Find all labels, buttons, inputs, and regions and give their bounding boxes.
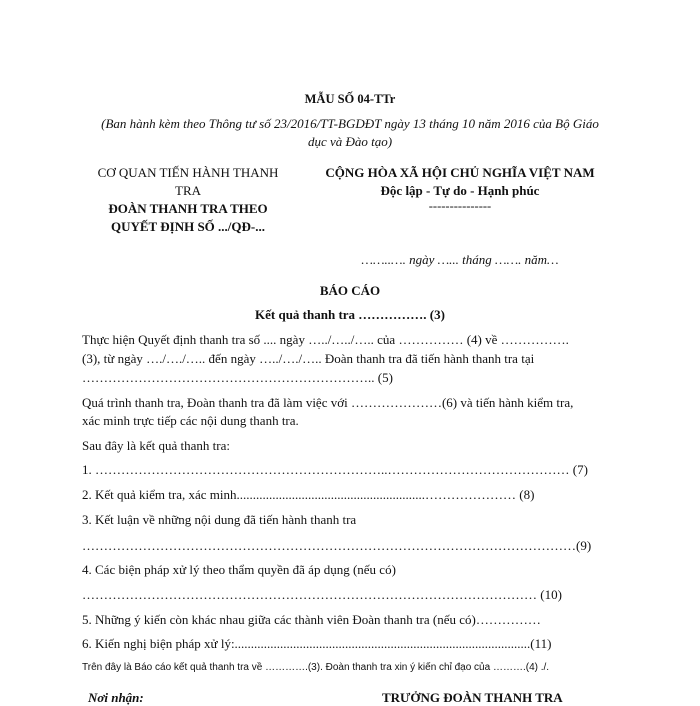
agency-line2: TRA bbox=[175, 183, 201, 198]
paragraph-1-line3: ………………………………………………………….. (5) bbox=[82, 370, 393, 385]
motto-divider: --------------- bbox=[428, 199, 492, 213]
signer-title: TRƯỞNG ĐOÀN THANH TRA bbox=[382, 690, 563, 705]
paragraph-2-line2: xác minh trực tiếp các nội dung thanh tra. bbox=[82, 413, 299, 428]
recipients-label: Nơi nhận: bbox=[88, 690, 144, 705]
result-item-3-dots: ……………………………………………………………………………………………………(9) bbox=[82, 538, 592, 553]
agency-line1: CƠ QUAN TIẾN HÀNH THANH bbox=[97, 165, 279, 180]
report-subtitle: Kết quả thanh tra ……………. (3) bbox=[255, 307, 445, 322]
agency-line4: QUYẾT ĐỊNH SỐ .../QĐ-... bbox=[111, 219, 265, 234]
paragraph-1-line2: (3), từ ngày …./…./….. đến ngày …../…./….. Đoàn thanh tra đã tiến hành thanh tra tại bbox=[82, 351, 535, 366]
result-item-6: 6. Kiến nghị biện pháp xử lý:...........................................................................................(11) bbox=[82, 636, 552, 651]
national-motto: Độc lập - Tự do - Hạnh phúc bbox=[380, 183, 540, 198]
report-title: BÁO CÁO bbox=[319, 283, 381, 298]
date-line: ……..…. ngày …... tháng ……. năm… bbox=[361, 252, 559, 267]
result-item-2: 2. Kết quả kiểm tra, xác minh..........................................................………………… (8) bbox=[82, 487, 535, 502]
paragraph-1-line1: Thực hiện Quyết định thanh tra số .... ngày …../…../….. của …………… (4) về ……………. bbox=[82, 332, 569, 347]
result-item-4-dots: …………………………………………………………………………………………… (10) bbox=[82, 587, 562, 602]
result-item-3: 3. Kết luận về những nội dung đã tiến hành thanh tra bbox=[82, 512, 357, 527]
result-item-5: 5. Những ý kiến còn khác nhau giữa các thành viên Đoàn thanh tra (nếu có)…………… bbox=[82, 612, 541, 627]
issuance-note-line1: (Ban hành kèm theo Thông tư số 23/2016/TT-BGDĐT ngày 13 tháng 10 năm 2016 của Bộ Giáo bbox=[101, 116, 599, 131]
paragraph-2-line1: Quá trình thanh tra, Đoàn thanh tra đã làm việc với …………………(6) và tiến hành kiểm tra, bbox=[82, 395, 574, 410]
result-item-4: 4. Các biện pháp xử lý theo thẩm quyền đã áp dụng (nếu có) bbox=[82, 562, 396, 577]
results-intro: Sau đây là kết quả thanh tra: bbox=[82, 438, 231, 453]
issuance-note-line2: dục và Đào tạo) bbox=[307, 134, 393, 149]
agency-line3: ĐOÀN THANH TRA THEO bbox=[108, 201, 268, 216]
result-item-1: 1. …………………………………………………………..…………………………………… (7) bbox=[82, 462, 588, 477]
national-title: CỘNG HÒA XÃ HỘI CHỦ NGHĨA VIỆT NAM bbox=[325, 165, 595, 180]
closing-sentence: Trên đây là Báo cáo kết quả thanh tra về ………….(3). Đoàn thanh tra xin ý kiến chỉ đạo của ……….(4) ./. bbox=[82, 662, 550, 673]
form-code: MẪU SỐ 04-TTr bbox=[304, 92, 396, 106]
